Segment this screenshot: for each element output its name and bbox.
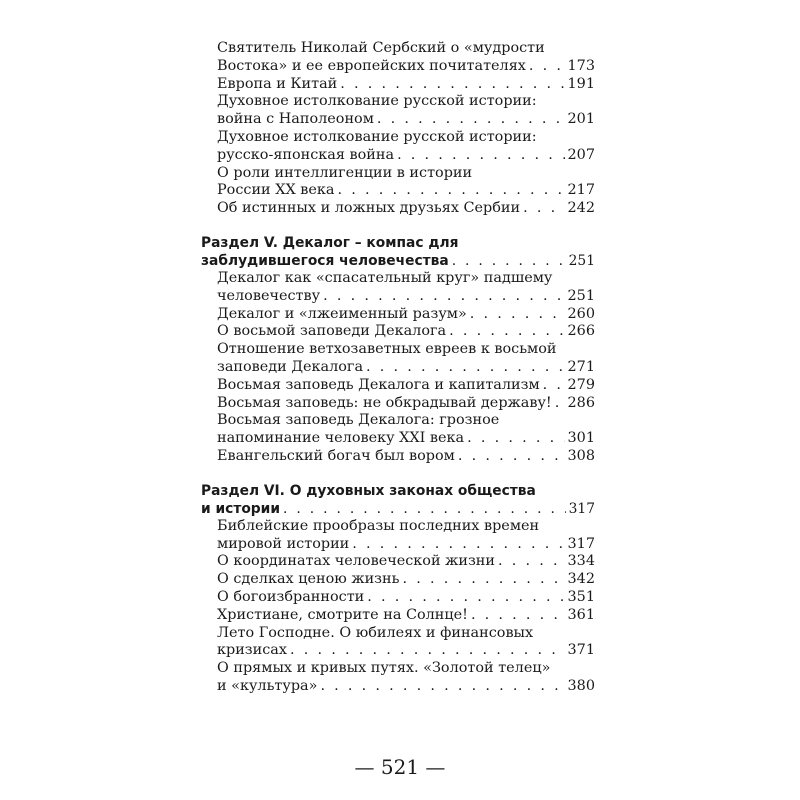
toc-entry-title-line: и «культура» bbox=[217, 677, 318, 694]
toc-entry-title-line: заповеди Декалога bbox=[217, 358, 364, 375]
dot-leader bbox=[337, 182, 564, 200]
toc-entry[interactable] bbox=[201, 40, 595, 76]
toc-page-number: 266 bbox=[567, 323, 595, 340]
toc-entry[interactable] bbox=[201, 306, 595, 324]
dot-leader bbox=[449, 323, 564, 341]
toc-page-number: 173 bbox=[567, 57, 595, 74]
toc-entry[interactable] bbox=[201, 76, 595, 94]
dot-leader bbox=[290, 642, 565, 660]
table-of-contents bbox=[201, 40, 595, 696]
toc-entry-title-line: О богоизбранности bbox=[217, 588, 365, 605]
toc-page-number: 361 bbox=[567, 606, 595, 623]
toc-entry-title-line: Об истинных и ложных друзьях Сербии bbox=[217, 200, 521, 217]
toc-entry-title-line: О прямых и кривых путях. «Золотой телец» bbox=[217, 660, 551, 677]
toc-entry-title-line: Библейские прообразы последних времен bbox=[217, 517, 540, 534]
dot-leader bbox=[467, 430, 564, 448]
toc-entry[interactable] bbox=[201, 571, 595, 589]
toc-entry-title-line: кризисах bbox=[217, 642, 287, 659]
toc-entry[interactable] bbox=[201, 377, 595, 395]
toc-entry-title-line: Духовное истолкование русской истории: bbox=[217, 93, 537, 110]
dot-leader bbox=[498, 553, 565, 571]
toc-page-number: 286 bbox=[567, 394, 595, 411]
toc-entry[interactable] bbox=[201, 448, 595, 466]
section-spacer bbox=[201, 218, 595, 234]
toc-entry-title-line: Раздел V. Декалог – компас для bbox=[201, 234, 459, 251]
page-number-footer: — 521 — bbox=[354, 755, 446, 779]
dot-leader bbox=[402, 571, 564, 589]
toc-entry-title-line: Раздел VI. О духовных законах общества bbox=[201, 482, 536, 499]
toc-page-number: 217 bbox=[567, 182, 595, 199]
toc-entry-title-line: человечеству bbox=[217, 287, 321, 304]
toc-entry-title-line: мировой истории bbox=[217, 535, 350, 552]
dot-leader bbox=[470, 306, 565, 324]
dot-leader bbox=[283, 500, 566, 518]
toc-entry-title-line: и истории bbox=[201, 500, 281, 517]
toc-page-number: 260 bbox=[567, 305, 595, 322]
dot-leader bbox=[523, 200, 564, 218]
toc-entry[interactable] bbox=[201, 165, 595, 201]
toc-section-heading[interactable] bbox=[201, 482, 595, 518]
dot-leader bbox=[555, 395, 565, 413]
toc-entry-title-line: О сделках ценою жизнь bbox=[217, 571, 400, 588]
toc-entry[interactable] bbox=[201, 518, 595, 554]
dot-leader bbox=[543, 377, 565, 395]
toc-entry-title-line: Восьмая заповедь: не обкрадывай державу! bbox=[217, 394, 552, 411]
toc-entry-title-line: Восьмая заповедь Декалога и капитализм bbox=[217, 376, 540, 393]
toc-entry-title-line: Евангельский богач был вором bbox=[217, 447, 455, 464]
dot-leader bbox=[323, 288, 564, 306]
toc-page-number: 279 bbox=[567, 376, 595, 393]
toc-entry[interactable] bbox=[201, 270, 595, 306]
toc-page-number: 251 bbox=[567, 287, 595, 304]
toc-page-number: 317 bbox=[567, 535, 595, 552]
toc-entry[interactable] bbox=[201, 660, 595, 696]
toc-page-number: 251 bbox=[568, 252, 595, 269]
dot-leader bbox=[452, 252, 566, 270]
toc-page-number: 201 bbox=[567, 111, 595, 128]
dot-leader bbox=[352, 536, 564, 554]
toc-entry[interactable] bbox=[201, 200, 595, 218]
toc-entry-title-line: Христиане, смотрите на Солнце! bbox=[217, 606, 468, 623]
toc-section-heading[interactable] bbox=[201, 234, 595, 270]
toc-entry[interactable] bbox=[201, 93, 595, 129]
toc-page-number: 301 bbox=[567, 430, 595, 447]
toc-entry-title-line: война с Наполеоном bbox=[217, 111, 374, 128]
toc-entry-title-line: Святитель Николай Сербский о «мудрости bbox=[217, 40, 545, 56]
toc-entry-title-line: Востока» и ее европейских почитателях bbox=[217, 57, 526, 74]
dot-leader bbox=[529, 58, 565, 76]
toc-entry[interactable] bbox=[201, 129, 595, 165]
toc-entry[interactable] bbox=[201, 553, 595, 571]
toc-entry-title-line: Декалог как «спасательный круг» падшему bbox=[217, 269, 553, 286]
toc-page-number: 334 bbox=[567, 553, 595, 570]
dot-leader bbox=[458, 448, 565, 466]
toc-entry[interactable] bbox=[201, 395, 595, 413]
toc-page-number: 271 bbox=[567, 358, 595, 375]
toc-entry[interactable] bbox=[201, 341, 595, 377]
toc-entry[interactable] bbox=[201, 589, 595, 607]
section-spacer bbox=[201, 466, 595, 482]
dot-leader bbox=[367, 589, 564, 607]
toc-page-number: 242 bbox=[567, 200, 595, 217]
toc-page-number: 308 bbox=[567, 447, 595, 464]
toc-entry-title-line: Европа и Китай bbox=[217, 75, 338, 92]
toc-entry[interactable] bbox=[201, 625, 595, 661]
toc-entry-title-line: О восьмой заповеди Декалога bbox=[217, 323, 447, 340]
toc-entry-title-line: напоминание человеку XXI века bbox=[217, 430, 465, 447]
toc-entry-title-line: России XX века bbox=[217, 182, 335, 199]
toc-entry-title-line: Отношение ветхозаветных евреев к восьмой bbox=[217, 341, 557, 358]
toc-entry-title-line: Лето Господне. О юбилеях и финансовых bbox=[217, 624, 534, 641]
dot-leader bbox=[471, 607, 565, 625]
dot-leader bbox=[340, 76, 564, 94]
toc-entry-title-line: русско-японская война bbox=[217, 146, 395, 163]
toc-entry-title-line: Духовное истолкование русской истории: bbox=[217, 128, 537, 145]
toc-entry-title-line: Декалог и «лжеименный разум» bbox=[217, 305, 467, 322]
toc-entry[interactable] bbox=[201, 607, 595, 625]
dot-leader bbox=[320, 678, 564, 696]
toc-entry[interactable] bbox=[201, 323, 595, 341]
dot-leader bbox=[366, 359, 564, 377]
toc-entry-title-line: О роли интеллигенции в истории bbox=[217, 164, 473, 181]
dot-leader bbox=[397, 147, 564, 165]
toc-page-number: 371 bbox=[567, 642, 595, 659]
toc-page-number: 380 bbox=[567, 677, 595, 694]
toc-page-number: 207 bbox=[567, 146, 595, 163]
toc-page-number: 191 bbox=[567, 75, 595, 92]
toc-page-number: 351 bbox=[567, 588, 595, 605]
toc-entry-title-line: О координатах человеческой жизни bbox=[217, 553, 495, 570]
toc-entry-title-line: заблудившегося человечества bbox=[201, 252, 449, 269]
toc-page-number: 342 bbox=[567, 571, 595, 588]
toc-entry-title-line: Восьмая заповедь Декалога: грозное bbox=[217, 412, 500, 429]
toc-entry[interactable] bbox=[201, 412, 595, 448]
dot-leader bbox=[377, 111, 565, 129]
toc-page-number: 317 bbox=[568, 500, 595, 517]
